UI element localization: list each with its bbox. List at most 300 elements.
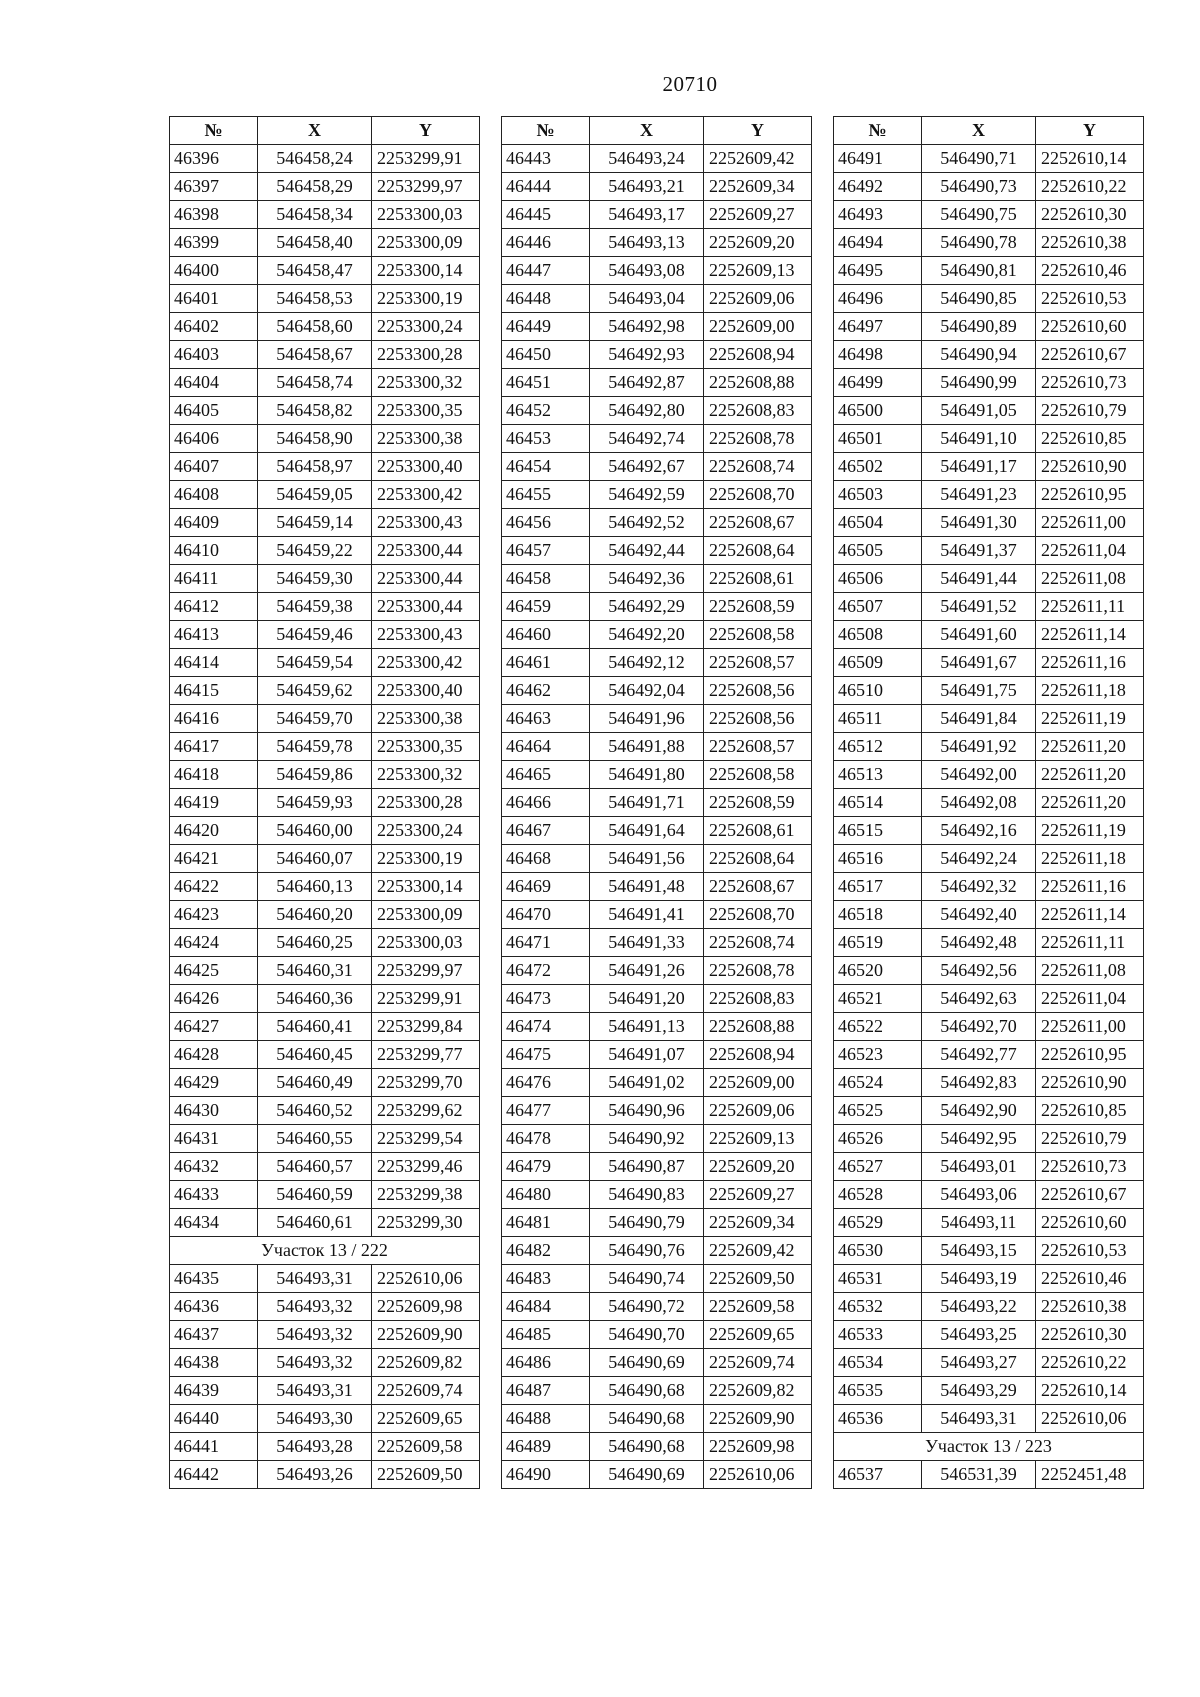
y-coordinate-cell: 2253300,19: [372, 285, 480, 313]
point-number-cell: 46433: [170, 1181, 258, 1209]
table-row: [834, 1097, 1144, 1125]
x-coordinate-cell: 546492,12: [590, 649, 704, 677]
y-coordinate-cell: 2252610,60: [1036, 1209, 1144, 1237]
point-number-cell: 46424: [170, 929, 258, 957]
point-number-cell: 46419: [170, 789, 258, 817]
table-row: [834, 789, 1144, 817]
y-coordinate-cell: 2252609,65: [704, 1321, 812, 1349]
x-coordinate-cell: 546460,20: [258, 901, 372, 929]
table-row: [834, 1265, 1144, 1293]
point-number-cell: 46536: [834, 1405, 922, 1433]
table-row: [834, 1405, 1144, 1433]
point-number-cell: 46492: [834, 173, 922, 201]
point-number-cell: 46470: [502, 901, 590, 929]
x-coordinate-cell: 546492,29: [590, 593, 704, 621]
table-row: [502, 453, 812, 481]
table-row: [502, 733, 812, 761]
y-coordinate-cell: 2252609,13: [704, 257, 812, 285]
x-coordinate-cell: 546493,32: [258, 1349, 372, 1377]
table-row: [170, 1405, 480, 1433]
section-row: [170, 1237, 480, 1265]
point-number-cell: 46398: [170, 201, 258, 229]
point-number-cell: 46480: [502, 1181, 590, 1209]
y-coordinate-cell: 2252608,64: [704, 537, 812, 565]
y-coordinate-cell: 2252611,20: [1036, 789, 1144, 817]
x-coordinate-cell: 546493,22: [922, 1293, 1036, 1321]
point-number-cell: 46490: [502, 1461, 590, 1489]
point-number-cell: 46435: [170, 1265, 258, 1293]
x-coordinate-cell: 546459,70: [258, 705, 372, 733]
table-row: [502, 649, 812, 677]
table-row: [170, 145, 480, 173]
y-coordinate-cell: 2252609,42: [704, 1237, 812, 1265]
y-coordinate-cell: 2252610,30: [1036, 201, 1144, 229]
point-number-cell: 46408: [170, 481, 258, 509]
x-coordinate-cell: 546490,73: [922, 173, 1036, 201]
y-coordinate-cell: 2252610,95: [1036, 1041, 1144, 1069]
x-coordinate-cell: 546493,27: [922, 1349, 1036, 1377]
point-number-cell: 46475: [502, 1041, 590, 1069]
x-coordinate-cell: 546493,15: [922, 1237, 1036, 1265]
y-coordinate-cell: 2252609,06: [704, 1097, 812, 1125]
x-coordinate-cell: 546493,01: [922, 1153, 1036, 1181]
point-number-cell: 46443: [502, 145, 590, 173]
x-coordinate-cell: 546459,62: [258, 677, 372, 705]
table-row: [170, 1321, 480, 1349]
table-row: [502, 985, 812, 1013]
point-number-cell: 46502: [834, 453, 922, 481]
table-row: [502, 1405, 812, 1433]
x-coordinate-cell: 546493,32: [258, 1321, 372, 1349]
table-row: [502, 1461, 812, 1489]
x-coordinate-cell: 546491,92: [922, 733, 1036, 761]
point-number-cell: 46476: [502, 1069, 590, 1097]
x-coordinate-cell: 546492,04: [590, 677, 704, 705]
table-row: [502, 1349, 812, 1377]
point-number-cell: 46396: [170, 145, 258, 173]
table-row: [502, 817, 812, 845]
table-row: [502, 1433, 812, 1461]
x-coordinate-cell: 546490,85: [922, 285, 1036, 313]
y-coordinate-cell: 2252608,88: [704, 369, 812, 397]
x-coordinate-cell: 546493,24: [590, 145, 704, 173]
table-row: [834, 705, 1144, 733]
y-coordinate-cell: 2252610,38: [1036, 1293, 1144, 1321]
y-coordinate-cell: 2252610,67: [1036, 341, 1144, 369]
x-coordinate-cell: 546490,81: [922, 257, 1036, 285]
x-coordinate-cell: 546493,04: [590, 285, 704, 313]
x-coordinate-cell: 546458,34: [258, 201, 372, 229]
x-coordinate-cell: 546458,40: [258, 229, 372, 257]
point-number-cell: 46422: [170, 873, 258, 901]
table-row: [170, 1433, 480, 1461]
y-coordinate-cell: 2252609,98: [372, 1293, 480, 1321]
x-coordinate-cell: 546490,92: [590, 1125, 704, 1153]
y-coordinate-cell: 2253300,44: [372, 565, 480, 593]
point-number-cell: 46420: [170, 817, 258, 845]
point-number-cell: 46527: [834, 1153, 922, 1181]
x-coordinate-cell: 546493,19: [922, 1265, 1036, 1293]
point-number-cell: 46496: [834, 285, 922, 313]
table-row: [170, 929, 480, 957]
x-coordinate-cell: 546493,31: [258, 1265, 372, 1293]
y-coordinate-cell: 2252608,70: [704, 481, 812, 509]
y-coordinate-cell: 2252609,13: [704, 1125, 812, 1153]
x-coordinate-cell: 546458,47: [258, 257, 372, 285]
point-number-cell: 46529: [834, 1209, 922, 1237]
point-number-cell: 46469: [502, 873, 590, 901]
y-coordinate-cell: 2252610,46: [1036, 1265, 1144, 1293]
point-number-cell: 46498: [834, 341, 922, 369]
y-coordinate-cell: 2252610,46: [1036, 257, 1144, 285]
table-row: [170, 1349, 480, 1377]
table-row: [170, 593, 480, 621]
point-number-cell: 46461: [502, 649, 590, 677]
point-number-cell: 46472: [502, 957, 590, 985]
x-coordinate-cell: 546492,95: [922, 1125, 1036, 1153]
table-row: [170, 733, 480, 761]
y-coordinate-cell: 2253299,46: [372, 1153, 480, 1181]
y-coordinate-cell: 2252608,61: [704, 817, 812, 845]
y-coordinate-cell: 2252611,04: [1036, 985, 1144, 1013]
x-coordinate-cell: 546491,64: [590, 817, 704, 845]
y-coordinate-cell: 2252608,78: [704, 425, 812, 453]
x-coordinate-cell: 546493,25: [922, 1321, 1036, 1349]
table-row: [170, 1041, 480, 1069]
point-number-cell: 46515: [834, 817, 922, 845]
x-coordinate-cell: 546491,67: [922, 649, 1036, 677]
table-row: [170, 1461, 480, 1489]
table-row: [502, 537, 812, 565]
x-coordinate-cell: 546531,39: [922, 1461, 1036, 1489]
point-number-cell: 46518: [834, 901, 922, 929]
point-number-cell: 46467: [502, 817, 590, 845]
table-row: [502, 229, 812, 257]
table-row: [502, 509, 812, 537]
x-coordinate-cell: 546491,13: [590, 1013, 704, 1041]
point-number-cell: 46468: [502, 845, 590, 873]
point-number-cell: 46513: [834, 761, 922, 789]
y-coordinate-cell: 2252608,59: [704, 789, 812, 817]
table-row: [834, 537, 1144, 565]
y-coordinate-cell: 2253300,35: [372, 397, 480, 425]
point-number-cell: 46405: [170, 397, 258, 425]
x-coordinate-cell: 546491,20: [590, 985, 704, 1013]
table-row: [834, 285, 1144, 313]
table-row: [502, 201, 812, 229]
x-coordinate-cell: 546493,32: [258, 1293, 372, 1321]
table-row: [170, 1265, 480, 1293]
point-number-cell: 46522: [834, 1013, 922, 1041]
header-y: Y: [1036, 117, 1144, 145]
point-number-cell: 46411: [170, 565, 258, 593]
y-coordinate-cell: 2252608,56: [704, 705, 812, 733]
point-number-cell: 46400: [170, 257, 258, 285]
table-row: [170, 537, 480, 565]
x-coordinate-cell: 546490,68: [590, 1433, 704, 1461]
x-coordinate-cell: 546493,13: [590, 229, 704, 257]
x-coordinate-cell: 546458,53: [258, 285, 372, 313]
x-coordinate-cell: 546492,77: [922, 1041, 1036, 1069]
y-coordinate-cell: 2252609,90: [704, 1405, 812, 1433]
table-row: [834, 1237, 1144, 1265]
table-row: [502, 1013, 812, 1041]
x-coordinate-cell: 546491,02: [590, 1069, 704, 1097]
x-coordinate-cell: 546458,24: [258, 145, 372, 173]
table-row: [834, 957, 1144, 985]
table-row: [170, 1125, 480, 1153]
point-number-cell: 46501: [834, 425, 922, 453]
table-row: [502, 1097, 812, 1125]
y-coordinate-cell: 2252608,57: [704, 733, 812, 761]
x-coordinate-cell: 546460,52: [258, 1097, 372, 1125]
y-coordinate-cell: 2252611,11: [1036, 593, 1144, 621]
x-coordinate-cell: 546460,59: [258, 1181, 372, 1209]
y-coordinate-cell: 2253299,62: [372, 1097, 480, 1125]
header-x: X: [258, 117, 372, 145]
x-coordinate-cell: 546458,67: [258, 341, 372, 369]
y-coordinate-cell: 2252609,98: [704, 1433, 812, 1461]
table-row: [834, 257, 1144, 285]
x-coordinate-cell: 546490,94: [922, 341, 1036, 369]
section-label: Участок 13 / 223: [834, 1433, 1144, 1461]
header-y: Y: [704, 117, 812, 145]
table-row: [170, 453, 480, 481]
x-coordinate-cell: 546491,44: [922, 565, 1036, 593]
y-coordinate-cell: 2253300,40: [372, 677, 480, 705]
point-number-cell: 46526: [834, 1125, 922, 1153]
y-coordinate-cell: 2252608,57: [704, 649, 812, 677]
point-number-cell: 46511: [834, 705, 922, 733]
y-coordinate-cell: 2252609,27: [704, 1181, 812, 1209]
x-coordinate-cell: 546459,30: [258, 565, 372, 593]
x-coordinate-cell: 546460,57: [258, 1153, 372, 1181]
x-coordinate-cell: 546492,98: [590, 313, 704, 341]
point-number-cell: 46493: [834, 201, 922, 229]
y-coordinate-cell: 2252610,14: [1036, 1377, 1144, 1405]
x-coordinate-cell: 546492,93: [590, 341, 704, 369]
point-number-cell: 46488: [502, 1405, 590, 1433]
y-coordinate-cell: 2252609,50: [704, 1265, 812, 1293]
y-coordinate-cell: 2252608,67: [704, 873, 812, 901]
table-row: [834, 481, 1144, 509]
point-number-cell: 46455: [502, 481, 590, 509]
point-number-cell: 46449: [502, 313, 590, 341]
y-coordinate-cell: 2252609,74: [372, 1377, 480, 1405]
point-number-cell: 46533: [834, 1321, 922, 1349]
table-row: [834, 901, 1144, 929]
point-number-cell: 46494: [834, 229, 922, 257]
y-coordinate-cell: 2253300,38: [372, 705, 480, 733]
y-coordinate-cell: 2252611,00: [1036, 509, 1144, 537]
y-coordinate-cell: 2252610,73: [1036, 1153, 1144, 1181]
point-number-cell: 46447: [502, 257, 590, 285]
point-number-cell: 46519: [834, 929, 922, 957]
header-y: Y: [372, 117, 480, 145]
point-number-cell: 46489: [502, 1433, 590, 1461]
point-number-cell: 46423: [170, 901, 258, 929]
table-row: [502, 257, 812, 285]
point-number-cell: 46442: [170, 1461, 258, 1489]
point-number-cell: 46416: [170, 705, 258, 733]
x-coordinate-cell: 546460,45: [258, 1041, 372, 1069]
x-coordinate-cell: 546491,17: [922, 453, 1036, 481]
point-number-cell: 46507: [834, 593, 922, 621]
table-row: [170, 789, 480, 817]
table-row: [834, 509, 1144, 537]
x-coordinate-cell: 546492,48: [922, 929, 1036, 957]
point-number-cell: 46404: [170, 369, 258, 397]
point-number-cell: 46521: [834, 985, 922, 1013]
y-coordinate-cell: 2253299,77: [372, 1041, 480, 1069]
y-coordinate-cell: 2252610,53: [1036, 285, 1144, 313]
y-coordinate-cell: 2253299,70: [372, 1069, 480, 1097]
header-number: №: [502, 117, 590, 145]
table-row: [170, 957, 480, 985]
point-number-cell: 46510: [834, 677, 922, 705]
x-coordinate-cell: 546459,38: [258, 593, 372, 621]
x-coordinate-cell: 546493,29: [922, 1377, 1036, 1405]
y-coordinate-cell: 2252611,04: [1036, 537, 1144, 565]
y-coordinate-cell: 2253300,32: [372, 369, 480, 397]
x-coordinate-cell: 546458,60: [258, 313, 372, 341]
y-coordinate-cell: 2252611,00: [1036, 1013, 1144, 1041]
x-coordinate-cell: 546490,69: [590, 1461, 704, 1489]
point-number-cell: 46402: [170, 313, 258, 341]
section-label: Участок 13 / 222: [170, 1237, 480, 1265]
y-coordinate-cell: 2253300,35: [372, 733, 480, 761]
table-row: [834, 1041, 1144, 1069]
x-coordinate-cell: 546460,00: [258, 817, 372, 845]
point-number-cell: 46406: [170, 425, 258, 453]
point-number-cell: 46437: [170, 1321, 258, 1349]
point-number-cell: 46512: [834, 733, 922, 761]
y-coordinate-cell: 2253300,14: [372, 257, 480, 285]
point-number-cell: 46445: [502, 201, 590, 229]
point-number-cell: 46401: [170, 285, 258, 313]
x-coordinate-cell: 546459,14: [258, 509, 372, 537]
x-coordinate-cell: 546490,71: [922, 145, 1036, 173]
table-row: [502, 929, 812, 957]
y-coordinate-cell: 2252610,06: [704, 1461, 812, 1489]
x-coordinate-cell: 546493,17: [590, 201, 704, 229]
x-coordinate-cell: 546459,93: [258, 789, 372, 817]
x-coordinate-cell: 546458,82: [258, 397, 372, 425]
coordinates-table: [169, 116, 480, 1489]
x-coordinate-cell: 546491,75: [922, 677, 1036, 705]
table-row: [170, 985, 480, 1013]
table-row: [502, 1153, 812, 1181]
table-header-row: [502, 117, 812, 145]
point-number-cell: 46431: [170, 1125, 258, 1153]
x-coordinate-cell: 546491,23: [922, 481, 1036, 509]
table-row: [502, 873, 812, 901]
x-coordinate-cell: 546492,83: [922, 1069, 1036, 1097]
x-coordinate-cell: 546459,78: [258, 733, 372, 761]
y-coordinate-cell: 2252608,67: [704, 509, 812, 537]
table-row: [170, 1153, 480, 1181]
x-coordinate-cell: 546491,26: [590, 957, 704, 985]
x-coordinate-cell: 546460,07: [258, 845, 372, 873]
x-coordinate-cell: 546492,56: [922, 957, 1036, 985]
y-coordinate-cell: 2252609,74: [704, 1349, 812, 1377]
point-number-cell: 46520: [834, 957, 922, 985]
x-coordinate-cell: 546491,10: [922, 425, 1036, 453]
y-coordinate-cell: 2252611,11: [1036, 929, 1144, 957]
x-coordinate-cell: 546492,67: [590, 453, 704, 481]
table-row: [502, 1293, 812, 1321]
table-row: [834, 761, 1144, 789]
table-row: [834, 1013, 1144, 1041]
table-row: [502, 1265, 812, 1293]
point-number-cell: 46460: [502, 621, 590, 649]
table-row: [834, 929, 1144, 957]
x-coordinate-cell: 546492,08: [922, 789, 1036, 817]
table-row: [834, 313, 1144, 341]
y-coordinate-cell: 2252609,20: [704, 1153, 812, 1181]
point-number-cell: 46399: [170, 229, 258, 257]
y-coordinate-cell: 2252611,18: [1036, 677, 1144, 705]
x-coordinate-cell: 546492,20: [590, 621, 704, 649]
x-coordinate-cell: 546493,06: [922, 1181, 1036, 1209]
table-row: [170, 257, 480, 285]
y-coordinate-cell: 2252611,08: [1036, 957, 1144, 985]
table-row: [502, 145, 812, 173]
point-number-cell: 46413: [170, 621, 258, 649]
table-row: [502, 397, 812, 425]
table-row: [502, 369, 812, 397]
table-row: [170, 1377, 480, 1405]
y-coordinate-cell: 2253300,09: [372, 229, 480, 257]
y-coordinate-cell: 2252609,20: [704, 229, 812, 257]
x-coordinate-cell: 546460,49: [258, 1069, 372, 1097]
x-coordinate-cell: 546492,80: [590, 397, 704, 425]
point-number-cell: 46516: [834, 845, 922, 873]
point-number-cell: 46505: [834, 537, 922, 565]
point-number-cell: 46441: [170, 1433, 258, 1461]
y-coordinate-cell: 2252609,34: [704, 1209, 812, 1237]
x-coordinate-cell: 546458,74: [258, 369, 372, 397]
table-row: [170, 705, 480, 733]
header-number: №: [170, 117, 258, 145]
table-row: [834, 1125, 1144, 1153]
table-row: [834, 593, 1144, 621]
y-coordinate-cell: 2252608,74: [704, 453, 812, 481]
point-number-cell: 46532: [834, 1293, 922, 1321]
point-number-cell: 46429: [170, 1069, 258, 1097]
point-number-cell: 46458: [502, 565, 590, 593]
y-coordinate-cell: 2252609,27: [704, 201, 812, 229]
point-number-cell: 46500: [834, 397, 922, 425]
y-coordinate-cell: 2252610,90: [1036, 1069, 1144, 1097]
table-header-row: [170, 117, 480, 145]
point-number-cell: 46491: [834, 145, 922, 173]
y-coordinate-cell: 2252610,38: [1036, 229, 1144, 257]
point-number-cell: 46495: [834, 257, 922, 285]
table-row: [834, 1321, 1144, 1349]
x-coordinate-cell: 546459,86: [258, 761, 372, 789]
x-coordinate-cell: 546490,68: [590, 1405, 704, 1433]
table-row: [834, 565, 1144, 593]
point-number-cell: 46428: [170, 1041, 258, 1069]
y-coordinate-cell: 2253300,03: [372, 201, 480, 229]
y-coordinate-cell: 2252608,64: [704, 845, 812, 873]
table-row: [502, 1321, 812, 1349]
y-coordinate-cell: 2252608,59: [704, 593, 812, 621]
y-coordinate-cell: 2253300,03: [372, 929, 480, 957]
table-row: [170, 481, 480, 509]
x-coordinate-cell: 546493,31: [922, 1405, 1036, 1433]
